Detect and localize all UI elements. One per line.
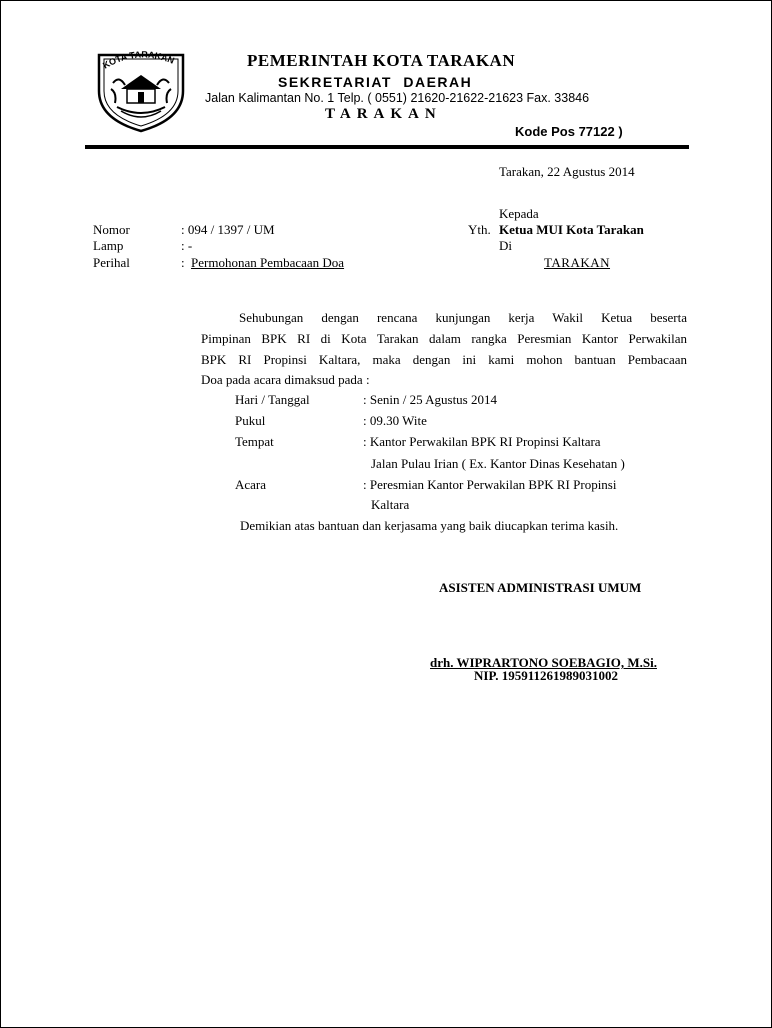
closing-sentence: Demikian atas bantuan dan kerjasama yang baik diucapkan terima kasih. <box>240 518 619 533</box>
detail-label-date: Hari / Tanggal <box>235 392 310 407</box>
letterhead-subtitle: SEKRETARIAT DAERAH <box>278 74 473 90</box>
lamp-value: : - <box>181 238 193 253</box>
recipient-place: TARAKAN <box>544 255 611 270</box>
recipient-kepada: Kepada <box>499 206 539 221</box>
recipient-name: Ketua MUI Kota Tarakan <box>499 222 644 237</box>
letterhead-address: Jalan Kalimantan No. 1 Telp. ( 0551) 21620-21622-21623 Fax. 33846 <box>205 91 590 105</box>
letterhead-divider <box>85 145 689 149</box>
detail-value-event-2: Kaltara <box>371 497 410 512</box>
letterhead-postal-code: Kode Pos 77122 ) <box>515 124 623 139</box>
recipient-yth: Yth. <box>468 222 491 237</box>
nomor-label: Nomor <box>93 222 130 237</box>
perihal-label: Perihal <box>93 255 130 270</box>
body-line: BPK RI Propinsi Kaltara, maka dengan ini kami mohon bantuan Pembacaan <box>201 352 687 367</box>
detail-value-place: : Kantor Perwakilan BPK RI Propinsi Kaltara <box>363 434 601 449</box>
letterhead-city: TARAKAN <box>325 106 442 122</box>
nomor-value: : 094 / 1397 / UM <box>181 222 275 237</box>
letterhead-title: PEMERINTAH KOTA TARAKAN <box>247 51 516 70</box>
detail-label-place: Tempat <box>235 434 274 449</box>
signature-nip: NIP. 195911261989031002 <box>474 668 618 683</box>
kota-tarakan-emblem <box>95 45 187 133</box>
letter-date: Tarakan, 22 Agustus 2014 <box>499 164 635 179</box>
lamp-label: Lamp <box>93 238 124 253</box>
detail-value-date: : Senin / 25 Agustus 2014 <box>363 392 497 407</box>
perihal-colon: : <box>181 255 185 270</box>
body-line: Pimpinan BPK RI di Kota Tarakan dalam rangka Peresmian Kantor Perwakilan <box>201 331 687 346</box>
detail-label-time: Pukul <box>235 413 266 428</box>
body-line: Sehubungan dengan rencana kunjungan kerja Wakil Ketua beserta <box>239 310 687 325</box>
signature-position: ASISTEN ADMINISTRASI UMUM <box>439 580 642 595</box>
body-line: Doa pada acara dimaksud pada : <box>201 372 370 387</box>
signature-name: drh. WIPRARTONO SOEBAGIO, M.Si. <box>430 655 657 670</box>
perihal-value: Permohonan Pembacaan Doa <box>191 255 345 270</box>
emblem-text: KOTA TARAKAN <box>101 49 176 71</box>
detail-value-time: : 09.30 Wite <box>363 413 427 428</box>
detail-label-event: Acara <box>235 477 267 492</box>
detail-value-event: : Peresmian Kantor Perwakilan BPK RI Propinsi <box>363 477 617 492</box>
recipient-di: Di <box>499 238 512 253</box>
detail-value-place-2: Jalan Pulau Irian ( Ex. Kantor Dinas Kesehatan ) <box>371 456 625 471</box>
